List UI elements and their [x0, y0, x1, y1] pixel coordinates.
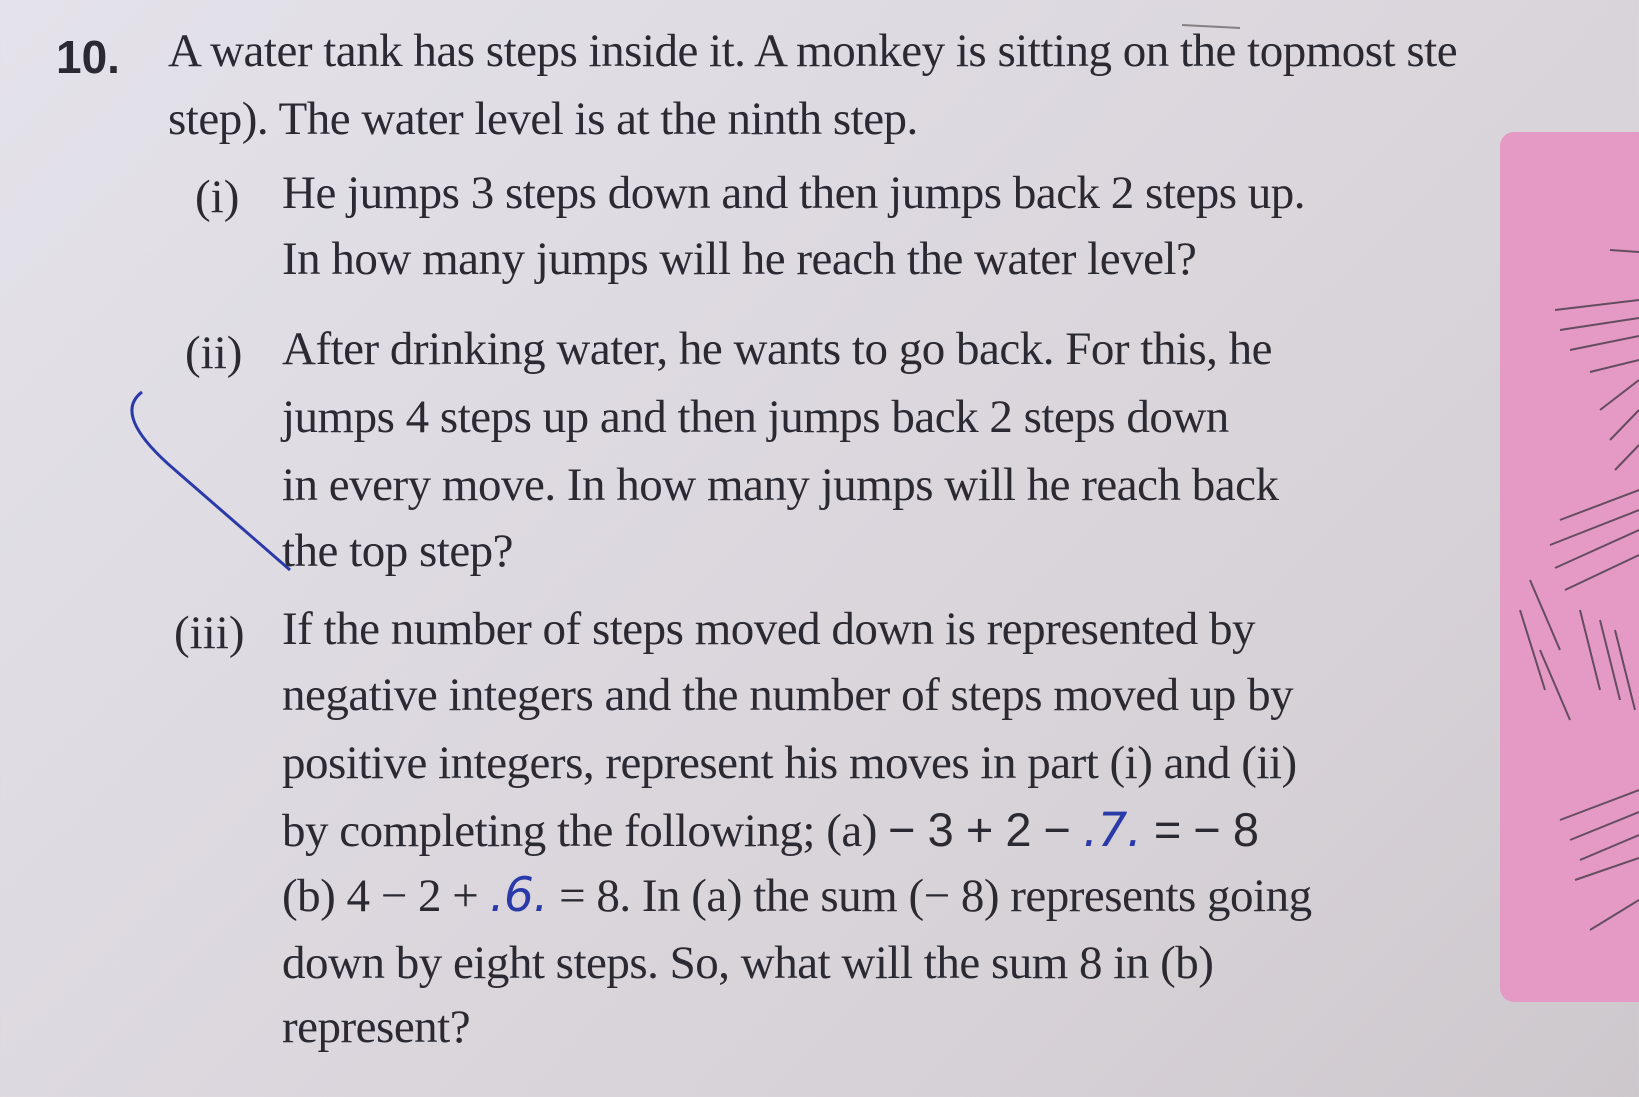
part-iii-line-4: [282, 803, 1259, 858]
part-i-line-2: In how many jumps will he reach the water level?: [282, 233, 1197, 285]
intro-line-1: A water tank has steps inside it. A monkey is sitting on the topmost ste: [168, 25, 1458, 77]
part-iii-line-3: positive integers, represent his moves in part (i) and (ii): [282, 737, 1297, 789]
part-ii-line-3: in every move. In how many jumps will he reach back: [282, 459, 1279, 511]
part-i-line-1: He jumps 3 steps down and then jumps back 2 steps up.: [282, 167, 1306, 219]
equation-a-answer: .7.: [1083, 803, 1142, 858]
part-ii-line-1: After drinking water, he wants to go back. For this, he: [282, 323, 1273, 375]
part-iii-line-5: [282, 868, 1312, 923]
part-ii-label: (ii): [185, 327, 243, 379]
part-iii-line-1: If the number of steps moved down is represented by: [282, 603, 1255, 655]
equation-a-result: = − 8: [1141, 803, 1259, 856]
part-iii-line-2: negative integers and the number of steps moved up by: [282, 669, 1294, 721]
question-number: 10.: [56, 31, 120, 83]
part-iii-line-6: down by eight steps. So, what will the sum 8 in (b): [282, 937, 1214, 989]
part-i-label: (i): [195, 171, 240, 223]
equation-b-prefix: (b) 4 − 2 +: [282, 870, 490, 922]
equation-b-suffix: = 8. In (a) the sum (− 8) represents going: [547, 870, 1312, 922]
part-ii-line-2: jumps 4 steps up and then jumps back 2 steps down: [282, 391, 1229, 443]
equation-b-answer: .6.: [489, 868, 548, 923]
part-ii-line-4: the top step?: [282, 525, 514, 577]
intro-line-2: step). The water level is at the ninth step.: [168, 93, 918, 145]
line-4-prefix: by completing the following; (a): [282, 805, 877, 857]
equation-a: − 3 + 2 −: [888, 803, 1084, 856]
part-iii-label: (iii): [174, 607, 245, 659]
part-iii-line-7: represent?: [282, 1001, 471, 1053]
